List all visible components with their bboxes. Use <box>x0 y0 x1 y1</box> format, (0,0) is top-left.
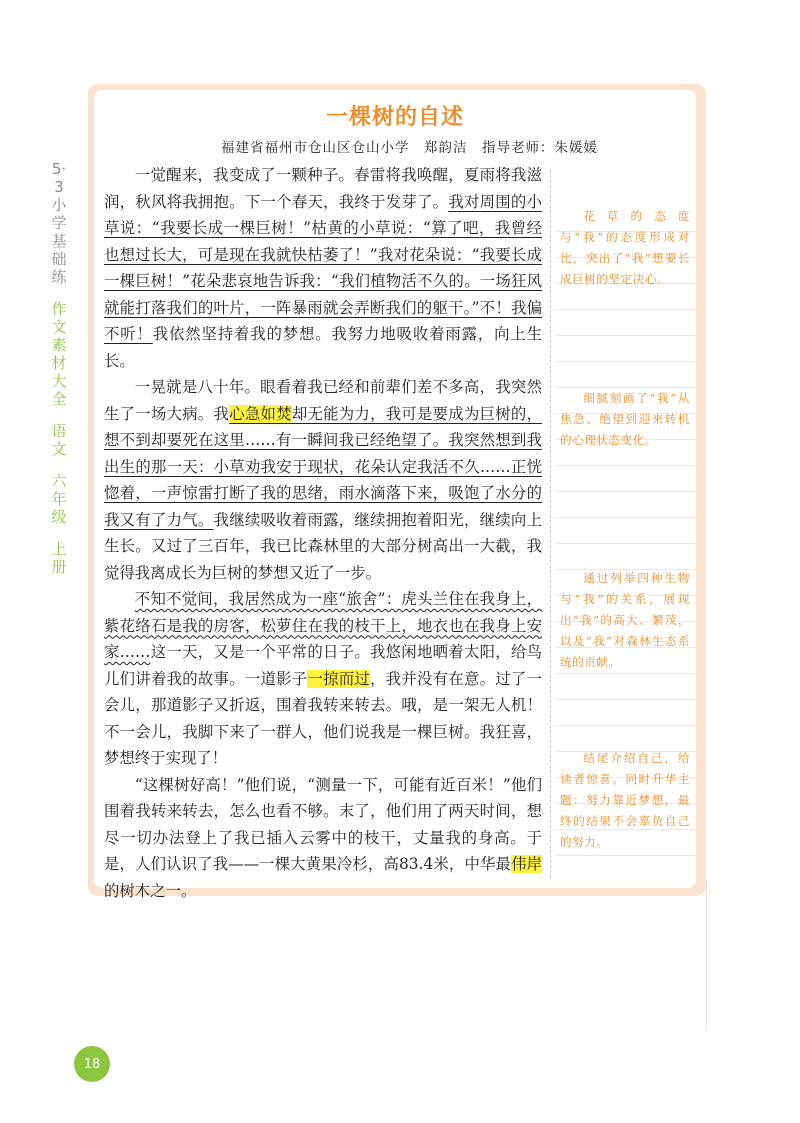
page-number-badge: 18 <box>74 1046 110 1082</box>
p2-text-d: 我继续吸收着雨露，继续拥抱着阳光，继续向上生长。又过了三百年，我已比森林里的大部分树高出一大截，我觉得我离成长为巨树的梦想又近了一步。 <box>104 510 542 582</box>
p1-text-a: 一觉醒来，我变成了一颗种子。春雷将我唤醒，夏雨将我滋润，秋风将我拥抱。下一个春天，我终于发芽了。 <box>104 166 542 211</box>
p1-underlined: 我对周围的小草说：“我要长成一棵巨树！”枯黄的小草说：“算了吧，我曾经也想过长大，可是现在我就快枯萎了！”我对花朵说：“我要长成一棵巨树！”花朵悲哀地告诉我：“我们植物活不久的。一场狂风就能打落我们的叶片，一阵暴雨就会弄断我们的躯干。”不！我偏不听！ <box>104 192 542 343</box>
annotation-3: 通过列举四种生物与“我”的关系，展现出“我”的高大、繁茂，以及“我”对森林生态系统的贡献。 <box>560 571 690 669</box>
page-edge-line <box>706 880 707 1030</box>
book-grade: 六年级 <box>51 472 67 526</box>
p4-highlight: 伟岸 <box>511 855 542 873</box>
annotation-column <box>556 206 696 878</box>
p3-highlight: 一掠而过 <box>307 669 371 688</box>
p3-text-b: 这一天，又是一个平常的日子。我悠闲地晒着太阳，给鸟儿们讲着我的故事。一道影子 <box>104 643 542 688</box>
annotation-4: 结尾介绍自己，给读者惊喜。同时升华主题：努力靠近梦想，最终的结果不会辜负自己的努力。 <box>560 751 690 849</box>
book-subject: 语文 <box>51 422 67 458</box>
book-series: 作文素材大全 <box>51 300 67 408</box>
essay-byline: 福建省福州市仓山区仓山小学 郑韵洁 指导老师：朱媛媛 <box>221 140 598 156</box>
p2-underlined: 却无能为力，我可是要成为巨树的，想不到却要死在这里……有一瞬间我已经绝望了。我突然想到我出生的那一天：小草劝我安于现状，花朵认定我活不久……正恍惚着，一声惊雷打断了我的思绪，雨水滴落下来，吸饱了水分的我又有了力气。 <box>104 404 542 529</box>
book-sidebar <box>48 160 70 576</box>
paragraph-1 <box>104 162 542 374</box>
book-brand: 5·3小学基础练 <box>51 160 67 286</box>
annotation-2: 细腻刻画了“我”从焦急、绝望到迎来转机的心理状态变化。 <box>560 391 690 447</box>
p2-text-a: 一晃就是八十年。眼看着我已经和前辈们差不多高，我突然生了一场大病。我 <box>104 378 542 423</box>
essay-card <box>94 90 696 900</box>
p1-text-c: 我依然坚持着我的梦想。我努力地吸收着雨露，向上生长。 <box>104 325 542 370</box>
paragraph-4 <box>104 772 542 905</box>
paragraph-2 <box>104 374 542 586</box>
annotation-1: 花草的态度与“我”的态度形成对比，突出了“我”想要长成巨树的坚定决心。 <box>560 209 690 286</box>
p4-text-a: “这棵树好高！”他们说，“测量一下，可能有近百米！”他们围着我转来转去，怎么也看不够。末了，他们用了两天时间，想尽一切办法登上了我已插入云雾中的枝干，丈量我的身高。于是，人们认识了我——一棵大黄果冷杉，高83.4米，中华最 <box>104 775 542 873</box>
p3-text-d: ，我并没有在意。过了一会儿，那道影子又折返，围着我转来转去。哦，是一架无人机！不一会儿，我脚下来了一群人，他们说我是一棵巨树。我狂喜，梦想终于实现了！ <box>104 669 542 767</box>
p2-highlight: 心急如焚 <box>229 404 292 423</box>
essay-body <box>104 162 542 904</box>
book-volume: 上册 <box>51 540 67 576</box>
paragraph-3 <box>104 586 542 772</box>
p4-text-c: 的树木之一。 <box>104 881 197 900</box>
column-divider <box>550 170 551 878</box>
p3-wavy: 不知不觉间，我居然成为一座“旅舍”：虎头兰住在我身上，紫花络石是我的房客，松萝住在我的枝干上，地衣也在我身上安家…… <box>104 590 542 661</box>
essay-title: 一棵树的自述 <box>325 104 464 130</box>
